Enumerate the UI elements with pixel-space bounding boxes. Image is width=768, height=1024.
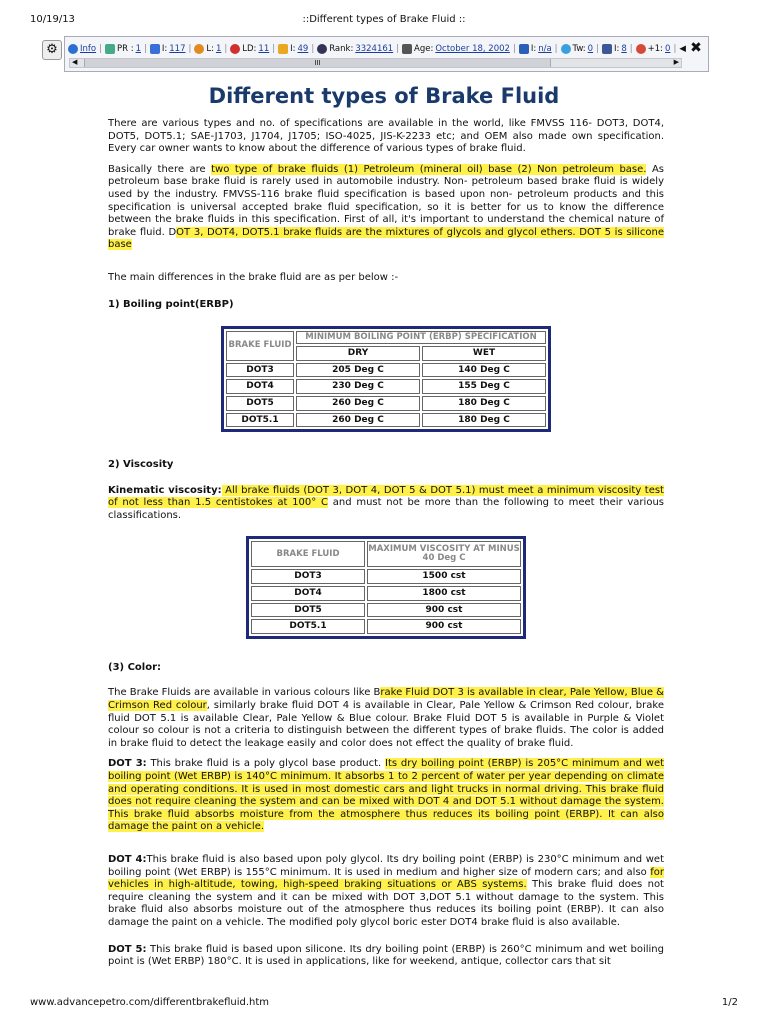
footer-url: www.advancepetro.com/differentbrakefluid.htm bbox=[30, 997, 270, 1008]
ld-value[interactable]: 11 bbox=[258, 44, 270, 54]
viscosity-table bbox=[246, 536, 526, 638]
intro-paragraph: There are various types and no. of specifications are available in the world, like FMVSS 116- DOT3, DOT4, DOT5, DOT5.1; SAE-J1703, J1704, J1705; ISO-4025, JIS-K-2233 etc; and OEM also made own specification. Every car owner wants to know about the difference of various types of brake fluid. bbox=[108, 118, 664, 155]
section-boiling-point: 1) Boiling point(ERBP) bbox=[108, 298, 234, 310]
scrollbar-thumb[interactable]: III bbox=[84, 59, 551, 67]
index-value[interactable]: 117 bbox=[169, 44, 186, 54]
pagerank-icon bbox=[105, 44, 115, 54]
bing-value[interactable]: 49 bbox=[297, 44, 309, 54]
twitter-value[interactable]: 0 bbox=[587, 44, 594, 54]
toolbar-bing-index[interactable]: I: 49 bbox=[278, 44, 308, 54]
dot5-paragraph: DOT 5: This brake fluid is based upon silicone. Its dry boiling point (ERBP) is 260°C minimum and wet boiling point is (Wet ERBP) 180°C. It is used in applications, like for weekend, antique, collector cars that sit bbox=[108, 943, 664, 968]
boiling-header-wet: WET bbox=[422, 346, 546, 361]
toolbar-pagerank[interactable]: PR : 1 bbox=[105, 44, 141, 54]
toolbar-twitter[interactable]: Tw: 0 bbox=[561, 44, 594, 54]
toolbar-plusone[interactable]: +1: 0 bbox=[636, 44, 671, 54]
dot4-paragraph: DOT 4:This brake fluid is also based upon poly glycol. Its dry boiling point (ERBP) is 230°C minimum and wet boiling point (Wet ERBP) is 155°C minimum. It is used in medium and higher size of modern cars; and also for vehicles in high-altitude, towing, high-speed braking situations or ABS systems. This brake fluid does not require cleaning the system and it can be mixed with DOT 3,DOT 5.1 without damage to the system. This brake fluid also absorbs moisture out of the atmosphere thus reduces its boiling point (ERBP). It can also damage the paint on a vehicle. The modified poly glycol boric ester DOT4 brake fluid is also available. bbox=[108, 853, 664, 928]
viscosity-header-max: MAXIMUM VISCOSITY AT MINUS 40 Deg C bbox=[367, 541, 521, 567]
table-row: DOT5.1 900 cst bbox=[251, 619, 521, 634]
boiling-point-table bbox=[221, 326, 551, 432]
section-viscosity: 2) Viscosity bbox=[108, 459, 174, 471]
archive-icon bbox=[519, 44, 529, 54]
toolbar-items: Info | PR : 1 | I: 117 | L: 1 | LD: 11 | I: 49 | Rank: 3324161 | Age: October 18, 2002 | I: n/a | Tw: 0 | I: 8 | +1: 0 | ◀ bbox=[68, 40, 682, 58]
domains-icon bbox=[230, 44, 240, 54]
bing-icon bbox=[278, 44, 288, 54]
info-link[interactable]: Info bbox=[80, 44, 97, 54]
main-differences: The main differences in the brake fluid are as per below :- bbox=[108, 271, 399, 283]
google-icon bbox=[150, 44, 160, 54]
twitter-icon bbox=[561, 44, 571, 54]
boiling-header-dry: DRY bbox=[296, 346, 420, 361]
viscosity-header-fluid: BRAKE FLUID bbox=[251, 541, 365, 567]
document-body bbox=[108, 118, 664, 969]
kinematic-paragraph: Kinematic viscosity: All brake fluids (DOT 3, DOT 4, DOT 5 & DOT 5.1) must meet a minimum viscosity test of not less than 1.5 centistokes at 100° C and must not be more than the following to meet their various classifications. bbox=[108, 484, 664, 521]
print-date: 10/19/13 bbox=[30, 14, 75, 25]
close-icon[interactable]: ✖ bbox=[690, 40, 702, 56]
wayback-value[interactable]: n/a bbox=[538, 44, 552, 54]
toolbar-rank[interactable]: Rank: 3324161 bbox=[317, 44, 393, 54]
calendar-icon bbox=[402, 44, 412, 54]
toolbar-links[interactable]: L: 1 bbox=[194, 44, 221, 54]
gear-icon[interactable]: ⚙ bbox=[42, 40, 62, 60]
table-row: DOT5 260 Deg C 180 Deg C bbox=[226, 396, 546, 411]
age-value[interactable]: October 18, 2002 bbox=[435, 44, 510, 54]
pagerank-value[interactable]: 1 bbox=[135, 44, 141, 54]
google-plus-icon bbox=[636, 44, 646, 54]
table-row: DOT5.1 260 Deg C 180 Deg C bbox=[226, 413, 546, 428]
scroll-left-icon[interactable]: ◀ bbox=[72, 58, 78, 66]
info-icon bbox=[68, 44, 78, 54]
table-row: DOT4 1800 cst bbox=[251, 586, 521, 601]
types-paragraph: Basically there are two type of brake fluids (1) Petroleum (mineral oil) base (2) Non petroleum base. As petroleum base brake fluid is rarely used in automobile industry. Non- petroleum based brake fluid is widely used by the industry. FMVSS-116 brake fluid specification is based upon non- petroleum products and this specification is universal accepted brake fluid specification, so it is better for us to know the difference between the brake fluids in this specification. First of all, it's important to understand the chemical nature of brake fluid. DOT 3, DOT4, DOT5.1 brake fluids are the mixtures of glycols and glycol ethers. DOT 5 is silicone base bbox=[108, 163, 665, 251]
scroll-right-icon[interactable]: ▶ bbox=[673, 58, 679, 66]
toolbar-linking-domains[interactable]: LD: 11 bbox=[230, 44, 269, 54]
toolbar-scrollbar[interactable] bbox=[69, 58, 682, 68]
plusone-value[interactable]: 0 bbox=[665, 44, 671, 54]
alexa-icon bbox=[317, 44, 327, 54]
facebook-value[interactable]: 8 bbox=[621, 44, 627, 54]
facebook-icon bbox=[602, 44, 612, 54]
table-row: DOT3 1500 cst bbox=[251, 569, 521, 584]
more-icon[interactable]: ◀ bbox=[679, 44, 686, 54]
boiling-header-spec: MINIMUM BOILING POINT (ERBP) SPECIFICATION bbox=[296, 331, 546, 344]
toolbar-index[interactable]: I: 117 bbox=[150, 44, 186, 54]
color-paragraph: The Brake Fluids are available in various colours like Brake Fluid DOT 3 is available in clear, Pale Yellow, Blue & Crimson Red colour, similarly brake fluid DOT 4 is available in Clear, Pale Yellow & Crimson Red colour, brake fluid DOT 5.1 is available Clear, Pale Yellow & Blue colour. Brake Fluid DOT 5 is available in Purple & Violet colour so colour is not a criteria to distinguish between the different types of brake fluids. The color is added in brake fluid to detect the leakage easily and color does not effect the quality of brake fluid. bbox=[108, 687, 664, 749]
toolbar-wayback[interactable]: I: n/a bbox=[519, 44, 552, 54]
rank-value[interactable]: 3324161 bbox=[355, 44, 394, 54]
section-color: (3) Color: bbox=[108, 661, 162, 673]
toolbar-facebook[interactable]: I: 8 bbox=[602, 44, 627, 54]
links-value[interactable]: 1 bbox=[215, 44, 222, 54]
dot3-paragraph: DOT 3: This brake fluid is a poly glycol base product. Its dry boiling point (ERBP) is 205°C minimum and wet boiling point (Wet ERBP) is 140°C minimum. It absorbs 1 to 2 percent of water per year depending on climate and operating conditions. It is used in most domestic cars and light trucks in normal driving. This brake fluid does not require cleaning the system and can be mixed with DOT 4 and DOT 5.1 without damage the system. This brake fluid absorbs moisture from the atmosphere thus reduces its boiling point (ERBP). It can also damage the paint on a vehicle. bbox=[108, 758, 665, 833]
document-title: Different types of Brake Fluid bbox=[208, 84, 560, 108]
table-row: DOT5 900 cst bbox=[251, 603, 521, 618]
print-page-title: ::Different types of Brake Fluid :: bbox=[302, 14, 466, 25]
toolbar-info[interactable] bbox=[68, 44, 96, 54]
table-row: DOT3 205 Deg C 140 Deg C bbox=[226, 363, 546, 378]
toolbar-age[interactable]: Age: October 18, 2002 bbox=[402, 44, 510, 54]
boiling-header-fluid: BRAKE FLUID bbox=[226, 331, 294, 361]
footer-page-number: 1/2 bbox=[721, 997, 738, 1008]
table-row: DOT4 230 Deg C 155 Deg C bbox=[226, 379, 546, 394]
links-icon bbox=[194, 44, 204, 54]
seo-toolbar bbox=[64, 36, 709, 72]
